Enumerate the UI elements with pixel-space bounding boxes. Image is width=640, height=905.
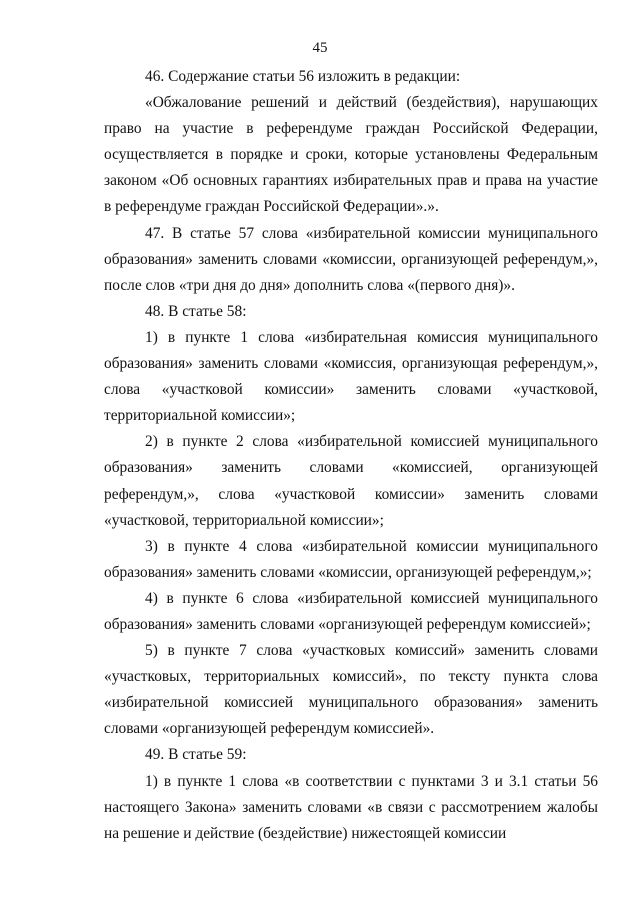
paragraph-48: 48. В статье 58: xyxy=(145,302,247,320)
paragraph-49-item-1: 1) в пункте 1 слова «в соответствии с пунктами 3 и 3.1 статьи 56 настоящего Закона» заменить словами «в связи с рассмотрением жалобы на решение и действие (бездействие) нижестоящей комиссии xyxy=(104,772,598,842)
page-number: 45 xyxy=(312,40,328,56)
paragraph-48-item-1: 1) в пункте 1 слова «избирательная комиссия муниципального образования» заменить словами «комиссия, организующая референдум,», слова «участковой комиссии» заменить словами «участковой, территориальной комиссии»; xyxy=(104,328,598,425)
document-body xyxy=(104,64,598,847)
paragraph-49: 49. В статье 59: xyxy=(145,746,247,764)
paragraph-48-item-5: 5) в пункте 7 слова «участковых комиссий» заменить словами «участковых, территориальных комиссий», по тексту пункта слова «избирательной комиссией муниципального образования» заменить словами «организующей референдум комиссией». xyxy=(104,642,598,738)
paragraph-48-item-2: 2) в пункте 2 слова «избирательной комиссией муниципального образования» заменить словами «комиссией, организующей референдум,», слова «участковой комиссии» заменить словами «участковой, территориальной комиссии»; xyxy=(104,433,598,529)
paragraph-48-item-3: 3) в пункте 4 слова «избирательной комиссии муниципального образования» заменить словами «комиссии, организующей референдум,»; xyxy=(104,537,598,581)
paragraph-47: 47. В статье 57 слова «избирательной комиссии муниципального образования» заменить словами «комиссии, организующей референдум,», после слов «три дня до дня» дополнить слова «(первого дня)». xyxy=(104,224,598,294)
paragraph-46-quote: «Обжалование решений и действий (бездействия), нарушающих право на участие в референдуме граждан Российской Федерации, осуществляется в порядке и сроки, которые установлены Федеральным законом «Об основных гарантиях избирательных прав и права на участие в референдуме граждан Российской Федерации».». xyxy=(104,94,598,216)
paragraph-48-item-4: 4) в пункте 6 слова «избирательной комиссией муниципального образования» заменить словами «организующей референдум комиссией»; xyxy=(104,589,598,633)
paragraph-46: 46. Содержание статьи 56 изложить в редакции: xyxy=(145,68,461,85)
